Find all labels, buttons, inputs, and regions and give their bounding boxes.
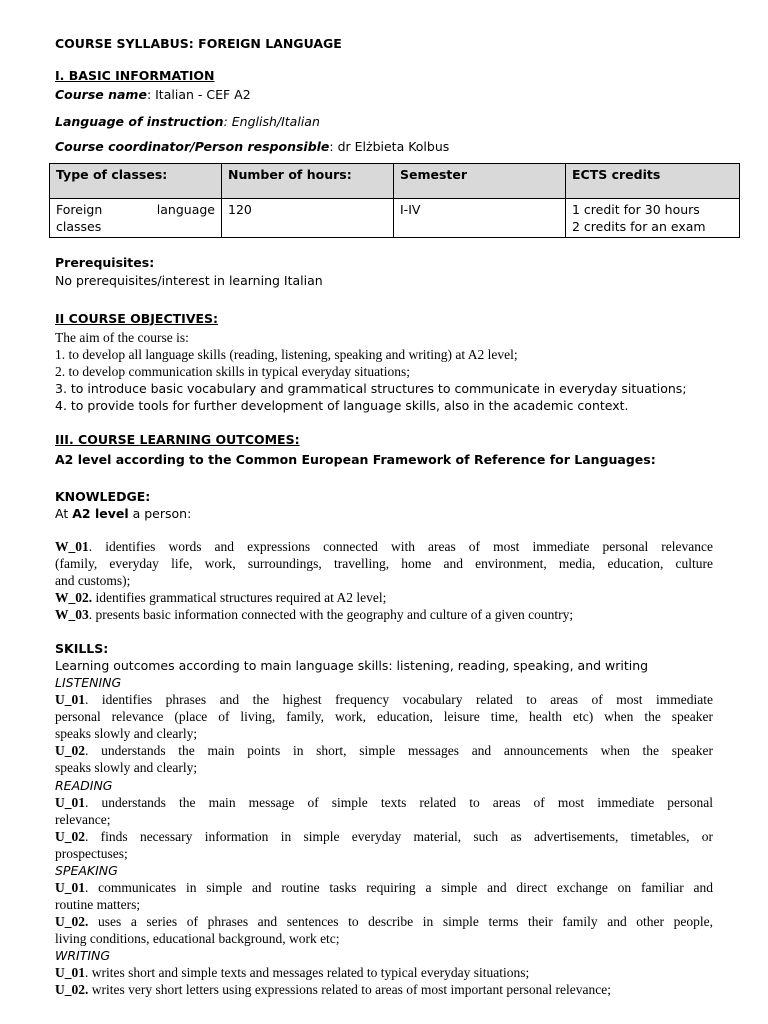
table-row xyxy=(50,199,740,238)
prerequisites-text: No prerequisites/interest in learning Italian xyxy=(55,273,323,288)
objective-item: 2. to develop communication skills in typical everyday situations; xyxy=(55,364,411,379)
header-semester: Semester xyxy=(394,164,566,199)
skills-intro: Learning outcomes according to main language skills: listening, reading, speaking, and writing xyxy=(55,658,649,673)
speaking-label: SPEAKING xyxy=(55,863,118,878)
cell-hours: 120 xyxy=(222,199,394,238)
speaking-u02-line2: living conditions, educational background, work etc; xyxy=(55,931,340,946)
listening-label: LISTENING xyxy=(55,675,122,690)
speaking-u02-line1: U_02. uses a series of phrases and sentences to describe in simple terms their family and other people, xyxy=(55,914,713,929)
listening-u02-line1: U_02. understands the main points in short, simple messages and announcements when the speaker xyxy=(55,743,713,758)
outcome-w01-line3: and customs); xyxy=(55,573,131,588)
cell-ects: 1 credit for 30 hours 2 credits for an exam xyxy=(566,199,740,238)
listening-u01-line1: U_01. identifies phrases and the highest frequency vocabulary related to areas of most immediate xyxy=(55,692,713,707)
reading-u02-line2: prospectuses; xyxy=(55,846,128,861)
outcome-w01-line1: W_01. identifies words and expressions connected with areas of most immediate personal relevance xyxy=(55,539,713,554)
table-header-row xyxy=(50,164,740,199)
knowledge-heading: KNOWLEDGE: xyxy=(55,489,151,504)
prerequisites-heading: Prerequisites: xyxy=(55,255,155,270)
outcome-w01-line2: (family, everyday life, work, surroundings, travelling, home and environment, media, education, culture xyxy=(55,556,713,571)
header-ects-credits: ECTS credits xyxy=(566,164,740,199)
objectives-heading: II COURSE OBJECTIVES: xyxy=(55,311,219,326)
outcome-w03: W_03. presents basic information connected with the geography and culture of a given country; xyxy=(55,607,574,622)
listening-u02-line2: speaks slowly and clearly; xyxy=(55,760,198,775)
coordinator-line: Course coordinator/Person responsible: dr Elżbieta Kolbus xyxy=(55,139,450,154)
writing-u02: U_02. writes very short letters using expressions related to areas of most important personal relevance; xyxy=(55,982,611,997)
objective-item: 3. to introduce basic vocabulary and grammatical structures to communicate in everyday situations; xyxy=(55,381,687,396)
speaking-u01-line2: routine matters; xyxy=(55,897,141,912)
writing-label: WRITING xyxy=(55,948,111,963)
cell-semester: I-IV xyxy=(394,199,566,238)
document-title: COURSE SYLLABUS: FOREIGN LANGUAGE xyxy=(55,36,342,51)
reading-label: READING xyxy=(55,778,113,793)
header-type-of-classes: Type of classes: xyxy=(50,164,222,199)
listening-u01-line2: personal relevance (place of living, family, work, education, leisure time, health etc) when the speaker xyxy=(55,709,713,724)
objective-item: 1. to develop all language skills (reading, listening, speaking and writing) at A2 level; xyxy=(55,347,518,362)
objectives-intro: The aim of the course is: xyxy=(55,330,189,345)
reading-u01-line1: U_01. understands the main message of simple texts related to areas of most immediate personal xyxy=(55,795,713,810)
basic-info-heading: I. BASIC INFORMATION xyxy=(55,68,215,83)
listening-u01-line3: speaks slowly and clearly; xyxy=(55,726,198,741)
cell-type-of-classes: Foreign language classes xyxy=(50,199,222,238)
course-info-table xyxy=(49,163,740,238)
language-line: Language of instruction: English/Italian xyxy=(55,114,320,129)
skills-heading: SKILLS: xyxy=(55,641,109,656)
outcomes-subheading: A2 level according to the Common European Framework of Reference for Languages: xyxy=(55,452,656,467)
header-number-of-hours: Number of hours: xyxy=(222,164,394,199)
outcome-w02: W_02. identifies grammatical structures required at A2 level; xyxy=(55,590,387,605)
outcomes-heading: III. COURSE LEARNING OUTCOMES: xyxy=(55,432,300,447)
knowledge-intro: At A2 level a person: xyxy=(55,506,192,521)
course-name-line: Course name: Italian - CEF A2 xyxy=(55,87,251,102)
writing-u01: U_01. writes short and simple texts and messages related to typical everyday situations; xyxy=(55,965,530,980)
objective-item: 4. to provide tools for further development of language skills, also in the academic context. xyxy=(55,398,629,413)
speaking-u01-line1: U_01. communicates in simple and routine tasks requiring a simple and direct exchange on familiar and xyxy=(55,880,713,895)
reading-u02-line1: U_02. finds necessary information in simple everyday material, such as advertisements, timetables, or xyxy=(55,829,713,844)
reading-u01-line2: relevance; xyxy=(55,812,111,827)
